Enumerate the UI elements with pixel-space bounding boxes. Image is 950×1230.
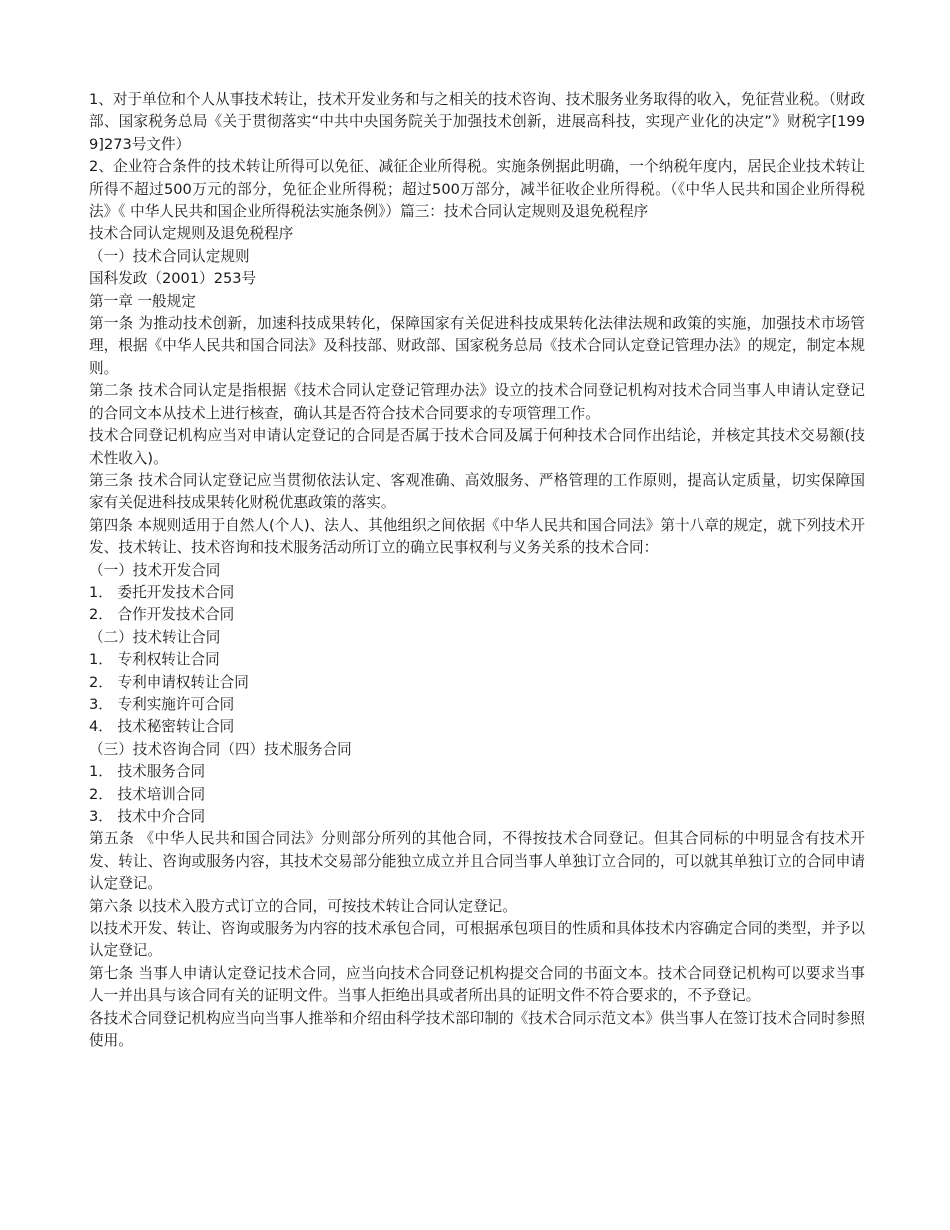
paragraph-tax-exemption-1: 1、对于单位和个人从事技术转让，技术开发业务和与之相关的技术咨询、技术服务业务取得的收入，免征营业税。（财政部、国家税务总局《关于贯彻落实“中共中央国务院关于加强技术创新，进展高科技，实现产业化的决定”》财税字[1999]273号文件） — [89, 91, 865, 153]
article-1: 第一条 为推动技术创新，加速科技成果转化，保障国家有关促进科技成果转化法律法规和政策的实施，加强技术市场管理，根据《中华人民共和国合同法》及科技部、财政部、国家税务总局《技术合同认定登记管理办法》的规定，制定本规则。 — [89, 315, 865, 377]
list-item: 2． 专利申请权转让合同 — [89, 673, 249, 691]
list-item: 3． 技术中介合同 — [89, 808, 206, 825]
paragraph-tax-exemption-2: 2、企业符合条件的技术转让所得可以免征、减征企业所得税。实施条例据此明确，一个纳税年度内，居民企业技术转让所得不超过500万元的部分，免征企业所得税；超过500万部分，减半征收企业所得税。（《中华人民共和国企业所得税法》《 中华人民共和国企业所得税法实施条例》）篇三：技术合同认定规则及退免税程序 — [89, 158, 865, 221]
article-4: 第四条 本规则适用于自然人(个人)、法人、其他组织之间依据《中华人民共和国合同法》第十八章的规定，就下列技术开发、技术转让、技术咨询和技术服务活动所订立的确立民事权利与义务关系的技术合同： — [89, 516, 865, 557]
document-number: 国科发政（2001）253号 — [89, 270, 257, 288]
list-item: 2． 技术培训合同 — [89, 785, 206, 803]
list-item: 1． 委托开发技术合同 — [89, 583, 235, 601]
list-item: 1． 技术服务合同 — [89, 763, 206, 781]
list-heading-transfer: （二）技术转让合同 — [89, 628, 221, 646]
chapter-heading: 第一章 一般规定 — [89, 292, 196, 310]
article-3: 第三条 技术合同认定登记应当贯彻依法认定、客观准确、高效服务、严格管理的工作原则，提高认定质量，切实保障国家有关促进科技成果转化财税优惠政策的落实。 — [89, 471, 865, 512]
list-heading-development: （一）技术开发合同 — [89, 561, 221, 579]
list-item: 1． 专利权转让合同 — [89, 651, 220, 669]
article-5: 第五条 《中华人民共和国合同法》分则部分所列的其他合同，不得按技术合同登记。但其合同标的中明显含有技术开发、转让、咨询或服务内容，其技术交易部分能独立成立并且合同当事人单独订立合同的，可以就其单独订立的合同申请认定登记。 — [89, 830, 865, 893]
article-6: 第六条 以技术入股方式订立的合同，可按技术转让合同认定登记。 — [89, 897, 517, 915]
list-item: 2． 合作开发技术合同 — [89, 606, 235, 624]
article-7: 第七条 当事人申请认定登记技术合同，应当向技术合同登记机构提交合同的书面文本。技术合同登记机构可以要求当事人一并出具与该合同有关的证明文件。当事人拒绝出具或者所出具的证明文件不符合要求的，不予登记。 — [89, 964, 865, 1005]
article-2-continued: 技术合同登记机构应当对申请认定登记的合同是否属于技术合同及属于何种技术合同作出结论，并核定其技术交易额(技术性收入)。 — [89, 427, 865, 467]
list-heading-consulting-service: （三）技术咨询合同（四）技术服务合同 — [89, 740, 352, 758]
article-7-continued: 各技术合同登记机构应当向当事人推举和介绍由科学技术部印制的《技术合同示范文本》供当事人在签订技术合同时参照使用。 — [89, 1009, 865, 1050]
document-body — [89, 89, 865, 1052]
subsection-heading: （一）技术合同认定规则 — [89, 247, 250, 265]
article-6-continued: 以技术开发、转让、咨询或服务为内容的技术承包合同，可根据承包项目的性质和具体技术内容确定合同的类型，并予以认定登记。 — [89, 920, 865, 960]
section-title: 技术合同认定规则及退免税程序 — [89, 225, 294, 243]
list-item: 4． 技术秘密转让合同 — [89, 718, 235, 736]
article-2: 第二条 技术合同认定是指根据《技术合同认定登记管理办法》设立的技术合同登记机构对技术合同当事人申请认定登记的合同文本从技术上进行核查，确认其是否符合技术合同要求的专项管理工作。 — [89, 382, 865, 422]
list-item: 3． 专利实施许可合同 — [89, 695, 235, 713]
